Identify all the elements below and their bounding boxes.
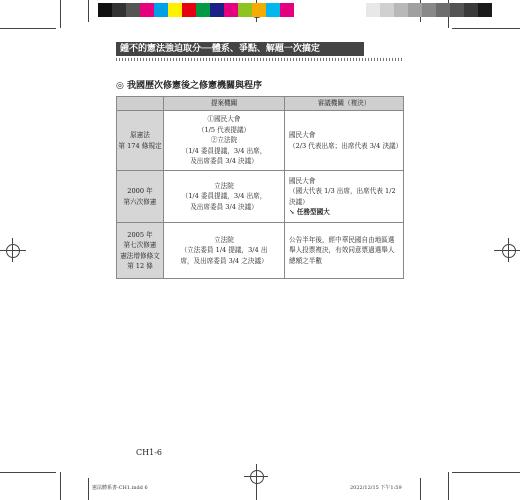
cell-line: 第七次修憲 xyxy=(123,241,157,249)
table-header-row xyxy=(117,97,404,111)
cell-line: （1/4 委員提議，3/4 出席， xyxy=(181,192,267,201)
cell-line: （1/4 委員提議，3/4 出席， xyxy=(181,146,267,155)
header-dotted-rule xyxy=(116,58,404,61)
color-swatch xyxy=(210,3,224,17)
table-cell-label xyxy=(117,171,164,223)
gray-swatch xyxy=(450,3,464,17)
table-cell-label xyxy=(117,111,164,171)
crop-mark xyxy=(60,472,61,500)
registration-mark xyxy=(244,476,268,477)
cell-line: ↘ 任務型國大 xyxy=(289,208,330,216)
gray-swatch xyxy=(408,3,422,17)
cell-line: （2/3 代表出席；出席代表 3/4 決議） xyxy=(289,141,403,150)
section-title: ◎ 我國歷次修憲後之修憲機關與程序 xyxy=(116,81,262,91)
color-swatch xyxy=(154,3,168,17)
cell-line: 國民大會 xyxy=(289,176,316,185)
gray-swatch xyxy=(422,3,436,17)
color-swatch xyxy=(266,3,280,17)
cell-line: （國大代表 1/3 出席，出席代表 1/2 xyxy=(289,187,396,195)
gray-swatch xyxy=(394,3,408,17)
gray-swatch xyxy=(380,3,394,17)
registration-mark xyxy=(494,250,520,251)
crop-mark xyxy=(452,472,520,473)
table-header-cell: 審議機關（複決） xyxy=(285,97,404,111)
table-header-cell: 提案機關 xyxy=(164,97,285,111)
crop-mark xyxy=(88,0,89,22)
registration-mark xyxy=(250,470,264,484)
registration-mark xyxy=(0,250,26,251)
registration-mark xyxy=(256,464,257,500)
table-cell-review xyxy=(285,171,404,223)
cell-line: 第 12 條 xyxy=(127,262,153,270)
chapter-header: 鍾不的憲法強迫取分──體系、爭點、解題一次搞定 xyxy=(116,42,364,56)
registration-mark xyxy=(6,244,20,258)
cell-line: 第 174 條規定 xyxy=(118,141,162,150)
table-row xyxy=(117,171,404,223)
cell-line: 及出席委員 3/4 決議） xyxy=(190,202,258,211)
cell-line: ①國民大會 xyxy=(207,115,241,124)
cell-line: 國民大會 xyxy=(289,131,316,139)
cell-line: 憲法增修條文 xyxy=(120,251,160,260)
color-swatch xyxy=(182,3,196,17)
cell-line: 第六次修憲 xyxy=(123,197,157,206)
table-cell-proposal xyxy=(164,171,285,223)
color-swatch xyxy=(196,3,210,17)
crop-mark xyxy=(60,0,61,28)
cell-line: 決議） xyxy=(289,197,309,206)
gray-bars xyxy=(366,3,492,17)
cell-line: 2005 年 xyxy=(127,230,153,239)
color-swatch xyxy=(112,3,126,17)
cell-line: 公告半年後，經中華民國自由地區選 xyxy=(289,235,395,244)
cell-line: 立法院 xyxy=(214,235,234,244)
gray-swatch xyxy=(478,3,492,17)
color-swatch xyxy=(224,3,238,17)
registration-mark xyxy=(502,244,516,258)
crop-mark xyxy=(448,472,449,500)
cell-line: ②立法院 xyxy=(210,136,238,145)
cell-line: 2000 年 xyxy=(127,187,153,195)
color-swatch xyxy=(98,3,112,17)
crop-mark xyxy=(420,478,421,500)
color-swatch xyxy=(140,3,154,17)
cell-line: 立法院 xyxy=(214,181,234,190)
table-row xyxy=(117,111,404,171)
table-cell-review xyxy=(285,111,404,171)
table-header-cell xyxy=(117,97,164,111)
table-cell-proposal xyxy=(164,223,285,279)
table-cell-proposal xyxy=(164,111,285,171)
cell-line: 總額之半數 xyxy=(289,256,322,265)
amendment-table xyxy=(116,96,404,279)
cell-line: 席，及出席委員 3/4 之決議） xyxy=(180,256,268,265)
gray-swatch xyxy=(464,3,478,17)
color-swatch xyxy=(280,3,294,17)
crop-mark xyxy=(0,472,56,473)
print-timestamp: 2022/12/15 下午1:59 xyxy=(350,485,402,491)
registration-mark xyxy=(508,238,509,262)
cell-line: 原憲法 xyxy=(130,131,150,139)
file-name: 憲法體系書-CH1.indd 6 xyxy=(92,485,148,491)
crop-mark xyxy=(88,478,89,500)
table-cell-review xyxy=(285,223,404,279)
color-swatch xyxy=(126,3,140,17)
color-bars xyxy=(98,3,294,17)
registration-mark xyxy=(12,238,13,262)
cell-line: （立法委員 1/4 提議，3/4 出 xyxy=(180,246,268,255)
cell-line: 及出席委員 3/4 決議） xyxy=(190,157,258,166)
gray-swatch xyxy=(436,3,450,17)
color-swatch xyxy=(252,3,266,17)
cell-line: （1/5 代表提議） xyxy=(197,125,251,134)
crop-mark xyxy=(452,28,520,29)
cell-line: 舉人投票複決，有效同意票過選舉人 xyxy=(289,246,395,255)
gray-swatch xyxy=(366,3,380,17)
table-cell-label xyxy=(117,223,164,279)
crop-mark xyxy=(0,28,56,29)
table-row xyxy=(117,223,404,279)
color-swatch xyxy=(168,3,182,17)
page-number: CH1-6 xyxy=(136,448,162,457)
color-swatch xyxy=(238,3,252,17)
